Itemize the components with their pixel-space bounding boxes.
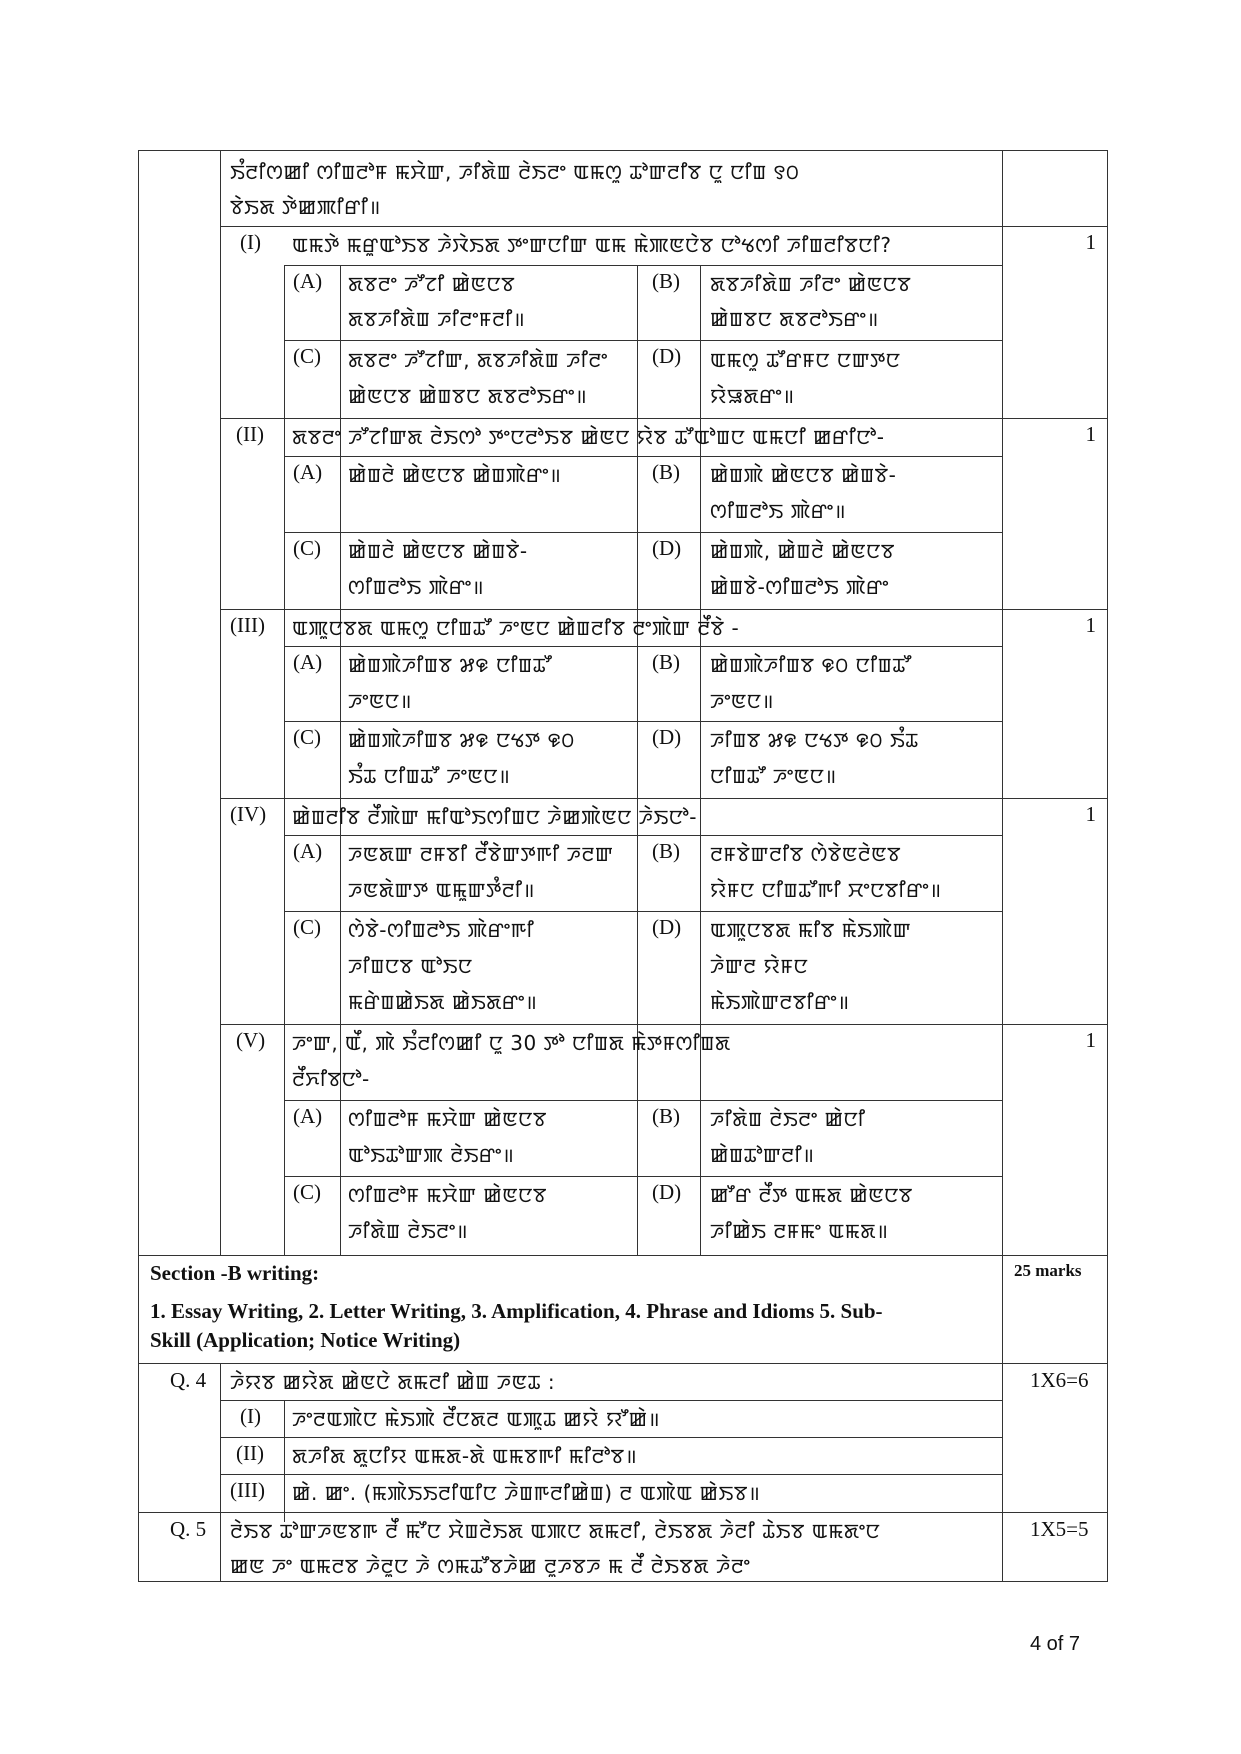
row-line [284,646,1002,647]
question-text: ꯑꯄꯨꯅꯕꯗ ꯑꯃꯁꯨ ꯅꯤꯡꯊꯧ ꯍꯦꯟꯅ ꯀꯥꯡꯂꯤꯕ ꯂꯦꯄꯥꯛ ꯂꯩꯕꯥ - [292,616,740,640]
intro-line-2: ꯕꯥꯏꯗ ꯇꯥꯀꯄꯤꯔꯤ॥ [230,195,381,219]
question-text: ꯗꯕꯂꯦ ꯍꯧꯖꯤꯛꯗ ꯂꯥꯏꯁꯣ ꯇꯦꯅꯂꯣꯏꯕ ꯀꯥꯟꯅ ꯌꯥꯕ ꯊꯧꯑꯣꯡꯅ ꯑꯃꯅꯤ ꯀꯔꯤꯅꯣ- [292,425,885,449]
row-line [138,1363,1108,1364]
option-text: ꯍꯟꯗꯥꯛꯇ ꯑꯃꯨꯛꯇꯪꯂꯤ॥ [348,878,536,902]
option-text: ꯃꯔꯥꯡꯀꯥꯏꯗ ꯀꯥꯏꯗꯔꯦ॥ [348,990,538,1014]
option-label: (D) [652,1180,682,1204]
option-text: ꯀꯥꯡꯄꯥ, ꯀꯥꯡꯂꯥ ꯀꯥꯟꯅꯕ [710,539,895,563]
option-text: ꯗꯕꯂꯦ ꯍꯧꯖꯤꯛ, ꯗꯕꯍꯤꯗꯥꯡ ꯍꯤꯂꯦ [348,348,608,372]
row-line [220,609,1108,610]
option-text: ꯁꯤꯡꯂꯣꯝ ꯃꯆꯥꯛ ꯀꯥꯟꯅꯕ [348,1107,547,1131]
option-text: ꯅꯤꯡꯊꯧ ꯍꯦꯟꯅ॥ [710,764,837,788]
option-text: ꯍꯤꯗꯥꯡ ꯂꯥꯏꯂꯦ ꯀꯥꯅꯤ [710,1107,866,1131]
question-mark: 1 [1085,230,1096,254]
option-label: (A) [293,1104,323,1128]
question-number: (I) [240,230,261,254]
option-label: (D) [652,344,682,368]
option-text: ꯗꯕꯍꯤꯗꯥꯡ ꯍꯤꯂꯦꯝꯂꯤ॥ [348,307,526,331]
section-b-description: Skill (Application; Notice Writing) [150,1328,461,1352]
option-label: (B) [652,839,680,863]
sub-question-number: (I) [240,1404,261,1428]
row-line [220,226,1108,227]
option-text: ꯍꯤꯡꯕ ꯷꯶ ꯅꯠꯇ ꯶꯰ ꯏꯪꯊ [710,728,919,752]
option-label: (D) [652,725,682,749]
row-line [284,1100,1002,1101]
row-line [284,340,1002,341]
question-number: (IV) [230,802,267,826]
row-line [220,1474,1002,1475]
option-text: ꯀꯥꯟꯅꯕ ꯀꯥꯡꯕꯅ ꯗꯕꯂꯣꯏꯔꯦ॥ [348,384,588,408]
option-text: ꯁꯤꯡꯂꯣꯏ ꯄꯥꯔꯦ॥ [348,575,485,599]
question-text: ꯍꯥꯌꯕ ꯀꯌꯥꯗ ꯀꯥꯟꯅꯥ ꯗꯃꯂꯤ ꯀꯥꯡ ꯍꯟꯊ : [230,1370,556,1394]
col-divider-opt-b [700,265,701,1255]
question-number: Q. 5 [170,1517,207,1541]
row-line [138,1255,1108,1256]
sub-question-text: ꯗꯍꯤꯗ ꯗꯨꯅꯤꯌ ꯑꯃꯗ-ꯗꯥ ꯑꯃꯕꯒꯤ ꯃꯤꯂꯣꯕ॥ [292,1444,638,1468]
option-text: ꯀꯥꯡꯊꯣꯛꯂꯤ॥ [710,1143,815,1167]
option-text: ꯀꯥꯡꯄꯥꯍꯤꯡꯕ ꯶꯰ ꯅꯤꯡꯊꯧ [710,653,912,677]
row-line [220,1437,1002,1438]
intro-line-1: ꯏꯪꯂꯤꯁꯀꯤ ꯁꯤꯡꯂꯣꯝ ꯃꯆꯥꯛ, ꯍꯤꯗꯥꯡ ꯂꯥꯏꯂꯦ ꯑꯃꯁꯨ ꯊꯣꯛꯂꯤꯕ ꯅꯨ ꯅꯤꯡ ꯱꯰ [230,160,800,184]
row-line [284,265,1002,266]
option-label: (C) [293,1180,321,1204]
option-label: (C) [293,915,321,939]
option-text: ꯏꯪꯊ ꯅꯤꯡꯊꯧ ꯍꯦꯟꯅ॥ [348,764,511,788]
question-mark: 1X6=6 [1030,1368,1089,1392]
col-divider-marks [1002,150,1003,1582]
option-text: ꯑꯃꯁꯨ ꯊꯧꯔꯝꯅ ꯅꯛꯇꯅ [710,348,901,372]
option-text: ꯍꯦꯟꯅ॥ [710,689,774,713]
question-text: ꯀꯟ ꯍꯦ ꯑꯃꯂꯕ ꯍꯥꯂꯨꯅ ꯍꯥ ꯁꯃꯊꯧꯕꯍꯥꯀ ꯂꯨꯍꯕꯍ ꯃ ꯂꯩ ꯂꯥꯏꯕꯗ ꯍꯥꯂꯦ [230,1554,751,1578]
option-label: (C) [293,725,321,749]
row-line [284,835,1002,836]
option-text: ꯃꯥꯏꯄꯥꯛꯂꯕꯤꯔꯦ॥ [710,990,850,1014]
option-label: (A) [293,650,323,674]
question-text: ꯑꯃꯇꯥ ꯃꯔꯨꯑꯣꯏꯕ ꯍꯥꯋꯥꯏꯗ ꯇꯦꯛꯅꯤꯛ ꯑꯃ ꯃꯥꯄꯟꯅꯥꯕ ꯅꯣꯠꯁꯤ ꯍꯤꯡꯂꯤꯕꯅꯤ? [292,233,892,257]
row-line [220,1400,1002,1401]
option-text: ꯀꯥꯡꯕꯅ ꯗꯕꯂꯣꯏꯔꯦ॥ [710,307,879,331]
option-text: ꯍꯦꯟꯅ॥ [348,689,412,713]
option-text: ꯍꯥꯛꯂ ꯌꯥꯝꯅ [710,954,809,978]
question-number: (III) [230,613,265,637]
option-text: ꯍꯤꯗꯥꯡ ꯂꯥꯏꯂꯦ॥ [348,1219,469,1243]
question-text: ꯂꯥꯏꯕ ꯊꯣꯛꯍꯟꯕꯒ ꯂꯩ ꯃꯧꯅ ꯆꯥꯡꯂꯥꯏꯗ ꯑꯄꯅ ꯗꯃꯂꯤ, ꯂꯥꯏꯕꯗ ꯍꯥꯂꯤ ꯊꯥꯏꯕ ꯑꯃꯗꯦꯅ [230,1519,881,1543]
option-text: ꯀꯥꯡꯄꯥꯍꯤꯡꯕ ꯷꯶ ꯅꯤꯡꯊꯧ [348,653,552,677]
option-text: ꯀꯥꯡꯕꯥ-ꯁꯤꯡꯂꯣꯏ ꯄꯥꯔꯦ [710,575,889,599]
sub-question-text: ꯀꯥ. ꯀꯦ. (ꯃꯄꯥꯏꯏꯂꯤꯑꯤꯅ ꯍꯥꯡꯒꯂꯤꯀꯥꯡ) ꯂ ꯑꯄꯥꯑ ꯀꯥꯏꯕ॥ [292,1481,761,1505]
section-b-title: Section -B writing: [150,1261,320,1285]
option-text: ꯁꯤꯡꯂꯣꯝ ꯃꯆꯥꯛ ꯀꯥꯟꯅꯕ [348,1183,547,1207]
row-line [284,721,1002,722]
option-text: ꯗꯕꯂꯦ ꯍꯧꯖꯤ ꯀꯥꯟꯅꯕ [348,272,516,296]
question-number: (II) [236,422,264,446]
option-text: ꯀꯥꯡꯄꯥ ꯀꯥꯟꯅꯕ ꯀꯥꯡꯕꯥ- [710,463,897,487]
option-text: ꯀꯧꯔ ꯂꯩꯇ ꯑꯃꯗ ꯀꯥꯟꯅꯕ [710,1183,913,1207]
col-divider-left-lower [220,1363,221,1582]
sub-question-number: (III) [230,1478,265,1502]
col-divider-sub-q4 [284,1400,285,1522]
option-text: ꯍꯟꯗꯛ ꯂꯝꯕꯤ ꯂꯩꯕꯥꯛꯇꯒꯤ ꯍꯂꯛ [348,842,614,866]
question-text: ꯀꯥꯡꯂꯤꯕ ꯂꯩꯄꯥꯛ ꯃꯤꯑꯣꯏꯁꯤꯡꯅ ꯍꯥꯀꯄꯥꯟꯅ ꯍꯥꯏꯅꯣ- [292,805,697,829]
row-line [284,1176,1002,1177]
row-line [284,456,1002,457]
option-text: ꯍꯤꯀꯥꯏ ꯂꯝꯃꯦ ꯑꯃꯗ॥ [710,1219,889,1243]
question-mark: 1X5=5 [1030,1517,1089,1541]
option-label: (A) [293,269,323,293]
option-text: ꯁꯤꯡꯂꯣꯏ ꯄꯥꯔꯦ॥ [710,499,847,523]
option-text: ꯑꯣꯏꯊꯣꯛꯄ ꯂꯥꯏꯔꯦ॥ [348,1143,515,1167]
col-divider-opt-a [340,265,341,1255]
row-line [220,418,1108,419]
option-text: ꯁꯥꯕꯥ-ꯁꯤꯡꯂꯣꯏ ꯄꯥꯔꯦꯒꯤ [348,918,535,942]
option-label: (C) [293,536,321,560]
sub-question-number: (II) [236,1441,264,1465]
option-text: ꯗꯕꯍꯤꯗꯥꯡ ꯍꯤꯂꯦ ꯀꯥꯟꯅꯕ [710,272,912,296]
option-label: (D) [652,915,682,939]
row-line [220,1024,1108,1025]
option-text: ꯌꯥꯎꯗꯔꯦ॥ [710,384,795,408]
row-line [138,1512,1108,1513]
option-text: ꯌꯥꯝꯅ ꯅꯤꯡꯊꯧꯒꯤ ꯆꯦꯅꯕꯤꯔꯦ॥ [710,878,942,902]
question-number: (V) [236,1028,266,1052]
section-b-description: 1. Essay Writing, 2. Letter Writing, 3. Amplification, 4. Phrase and Idioms 5. Sub- [150,1299,883,1323]
option-text: ꯀꯥꯡꯂꯥ ꯀꯥꯟꯅꯕ ꯀꯥꯡꯄꯥꯔꯦ॥ [348,463,562,487]
section-b-marks: 25 marks [1014,1261,1082,1280]
option-label: (B) [652,650,680,674]
page-number: 4 of 7 [1030,1633,1081,1655]
question-mark: 1 [1085,422,1096,446]
option-text: ꯀꯥꯡꯄꯥꯍꯤꯡꯕ ꯷꯶ ꯅꯠꯇ ꯶꯰ [348,728,575,752]
option-text: ꯀꯥꯡꯂꯥ ꯀꯥꯟꯅꯕ ꯀꯥꯡꯕꯥ- [348,539,528,563]
option-label: (A) [293,460,323,484]
option-text: ꯍꯤꯡꯅꯕ ꯑꯣꯏꯅ [348,954,473,978]
row-line [220,798,1108,799]
col-divider-left [220,150,221,1255]
col-divider-sub [284,265,285,1255]
option-label: (B) [652,269,680,293]
option-text: ꯑꯄꯨꯅꯕꯗ ꯃꯤꯕ ꯃꯥꯏꯄꯥꯛ [710,918,912,942]
question-mark: 1 [1085,1028,1096,1052]
option-label: (C) [293,344,321,368]
option-text: ꯂꯝꯕꯥꯛꯂꯤꯕ ꯁꯥꯕꯥꯟꯂꯥꯟꯕ [710,842,902,866]
question-mark: 1 [1085,613,1096,637]
question-number: Q. 4 [170,1368,207,1392]
row-line [284,532,1002,533]
option-label: (B) [652,1104,680,1128]
option-label: (D) [652,536,682,560]
col-divider-mid [637,265,638,1255]
row-line [284,911,1002,912]
question-mark: 1 [1085,802,1096,826]
question-text: ꯂꯩꯈꯤꯕꯅꯣ- [292,1067,370,1091]
option-label: (B) [652,460,680,484]
question-text: ꯍꯦꯛ, ꯑꯩ, ꯄꯥ ꯏꯪꯂꯤꯁꯀꯤ ꯅꯨ 30 ꯇꯣ ꯅꯤꯡꯗ ꯃꯥꯇꯝꯁꯤꯡꯗ [292,1031,731,1055]
sub-question-text: ꯍꯦꯂꯑꯄꯥꯅ ꯃꯥꯏꯄꯥ ꯂꯩꯅꯗꯂ ꯑꯄꯨꯊ ꯀꯌꯥ ꯌꯧꯀꯥ॥ [292,1407,661,1431]
option-label: (A) [293,839,323,863]
